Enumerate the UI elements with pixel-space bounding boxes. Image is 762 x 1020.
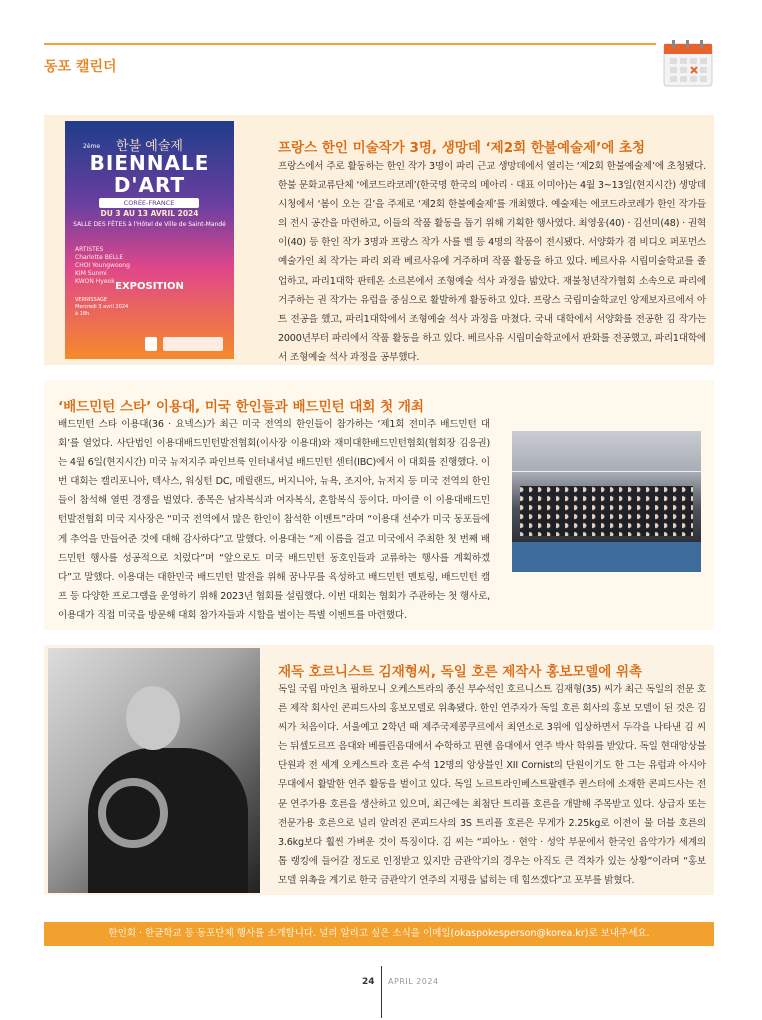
footer-divider xyxy=(381,966,382,1018)
header-rule xyxy=(44,43,656,45)
article3-title: 재독 호르니스트 김재형씨, 독일 호른 제작사 홍보모델에 위촉 xyxy=(278,664,643,680)
portrait-horn xyxy=(98,778,168,848)
poster-korean-title: 한불 예술제 xyxy=(116,139,183,154)
issue-month: APRIL 2024 xyxy=(388,977,439,986)
poster-artists: ARTISTES Charlotte BELLE CHOI Youngwoong KIM Sunmi KWON Hyeok xyxy=(75,246,130,285)
badminton-group-photo xyxy=(512,431,701,572)
poster-line2: D'ART xyxy=(113,173,186,197)
page-number: 24 xyxy=(362,977,375,987)
poster-logo-shield xyxy=(145,337,157,351)
poster-coree: CORÉE-FRANCE xyxy=(99,198,199,208)
article3-body: 독일 국립 마인츠 필하모니 오케스트라의 종신 부수석인 호르니스트 김재형(35) 씨가 최근 독일의 전문 호른 제작 회사인 콘피드사의 홍보모델로 위촉됐다. 한인 연주자가 독일 호른 회사의 홍보 모델이 된 것은 김 씨가 처음이다. 서울예고 2학년 때 제주국제콩쿠르에서 최연소로 3위에 입상하면서 두각을 나타낸 김 씨는 뒤셀도르프 음대와 베를린음대에서 수학하고 뮌헨 음대에서 연주 박사 학위를 받았다. 독일 현대앙상블 단원과 전 세계 오케스트라 호른 수석 12명의 앙상블인 XII Cornist의 단원이기도 한 그는 유럽과 아시아 무대에서 활발한 연주 활동을 벌이고 있다. 독일 노르트라인베스트팔렌주 퀸스터에 소재한 콘피드사는 전문 연주가용 호른을 생산하고 있으며, 최근에는 최첨단 트리플 호른을 개발해 주목받고 있다. 상급자 또는 전문가용 호른으로 널리 알려진 콘피드사의 3S 트리플 호른은 무게가 2.25kg로 이전이 물 더블 호른의 3.6kg보다 훨씬 가벼운 것이 특징이다. 김 씨는 “피아노 · 현악 · 성악 부문에서 한국인 음악가가 세계의 톱 랭킹에 들어갈 정도로 인정받고 있지만 금관악기의 경우는 아직도 큰 격차가 있는 상황”이라며 “홍보 모델 위촉을 계기로 한국 금관악기 연주의 지평을 넓히는 데 힘쓰겠다”고 포부를 밝혔다. xyxy=(278,684,706,886)
poster-line1: BIENNALE xyxy=(89,151,210,175)
article2-body: 배드민턴 스타 이용대(36 · 요넥스)가 최근 미국 전역의 한인들이 참가하는 ‘제1회 전미주 배드민턴 대회’를 열었다. 사단법인 이용대배드민턴발전협회(이사장 이용대)와 재미대한배드민턴협회(협회장 김응권)는 4월 6일(현지시간) 미국 뉴저지주 파인브룩 인터내셔널 배드민턴 센터(IBC)에서 이 대회를 진행했다. 이번 대회는 캘리포니아, 텍사스, 워싱턴 DC, 메릴랜드, 버지니아, 뉴욕, 조지아, 뉴저지 등 미국 전역의 한인들이 참석해 열띤 경쟁을 벌였다. 종목은 남자복식과 여자복식, 혼합복식 등이다. 마이클 이 이용대배드민턴발전협회 미국 지사장은 “미국 전역에서 많은 한인이 참석한 이벤트”라며 “이용대 선수가 미국 동포들에게 추억을 만들어준 것에 대해 감사하다”고 말했다. 이용대는 “제 이름을 걸고 미국에서 주최한 첫 번째 배드민턴 행사를 성공적으로 치렀다”며 “앞으로도 미국 배드민턴 동호인들과 교류하는 행사를 계획하겠다”고 말했다. 이용대는 대한민국 배드민턴 발전을 위해 꿈나무를 육성하고 배드민턴 멘토링, 배드민턴 캠프 등 다양한 프로그램을 운영하기 위해 2023년 협회를 설립했다. 이번 대회는 협회가 주관하는 첫 행사로, 이용대가 직접 미국을 방문해 대회 참가자들과 시합을 벌이는 특별 이벤트를 마련했다. xyxy=(58,419,490,621)
poster-edition: 2ème xyxy=(83,143,101,150)
poster-venue: SALLE DES FÊTES à l'Hôtel de Ville de Saint-Mandé xyxy=(73,221,226,228)
poster-exposition: EXPOSITION xyxy=(115,281,184,292)
poster-logo-sponsor xyxy=(163,337,223,351)
article1-title: 프랑스 한인 미술작가 3명, 생망데 ‘제2회 한불예술제’에 초청 xyxy=(278,140,646,156)
calendar-icon xyxy=(662,38,714,88)
photo-crowd xyxy=(520,486,693,536)
hornist-portrait-photo xyxy=(48,648,260,893)
photo-net xyxy=(512,471,701,472)
notice-banner: 한인회 · 한글학교 등 동포단체 행사를 소개합니다. 널리 알리고 싶은 소식을 이메일(okaspokesperson@korea.kr)로 보내주세요. xyxy=(44,922,714,946)
festival-poster-image xyxy=(65,121,234,359)
article1-body: 프랑스에서 주로 활동하는 한인 작가 3명이 파리 근교 생망데에서 열리는 ‘제2회 한불예술제’에 초청됐다. 한불 문화교류단체 ‘에코드라코레’(한국명 한국의 메아리 · 대표 이미아)는 4월 3~13일(현지시간) 생망데시청에서 ‘봄이 오는 길’을 주제로 ‘제2회 한불예술제’를 개최했다. 예술제는 에코드라코레가 한인 작가들의 전시 공간을 마련하고, 이들의 작품 활동을 돕기 위해 기획한 행사였다. 최영웅(40) · 김선미(48) · 권혁이(40) 등 한인 작가 3명과 프랑스 작가 사를 벨 등 4명의 작품이 전시됐다. 서양화가 겸 비디오 퍼포먼스 예술가인 최 작가는 파리 외곽 베르사유에 거주하며 작품 활동을 하고 있다. 베르사유 시립미술학교를 졸업하고, 파리1대학 판테온 소르본에서 조형예술 석사 과정을 밟았다. 재불청년작가협회 소속으로 파리에 거주하는 권 작가는 유럽을 중심으로 활발하게 활동하고 있다. 프랑스 국립미술학교인 앙제보자르에서 아트 전공을 했고, 파리1대학에서 조형예술 석사 과정을 마쳤다. 국내 대학에서 서양화를 전공한 김 작가는 2000년부터 파리에서 작품 활동을 하고 있다. 베르사유 시립미술학교에서 판화를 전공했고, 파리1대학에서 조형예술 석사 과정을 공부했다. xyxy=(278,161,706,363)
photo-court-floor xyxy=(512,542,701,572)
article2-title: ‘배드민턴 스타’ 이용대, 미국 한인들과 배드민턴 대회 첫 개최 xyxy=(58,399,424,415)
poster-vernissage: VERNISSAGE Mercredi 3 avril 2024 à 18h xyxy=(75,297,129,317)
poster-dates: DU 3 AU 13 AVRIL 2024 xyxy=(100,209,199,218)
portrait-head xyxy=(126,686,180,750)
page-title: 동포 캘린더 xyxy=(44,59,117,75)
